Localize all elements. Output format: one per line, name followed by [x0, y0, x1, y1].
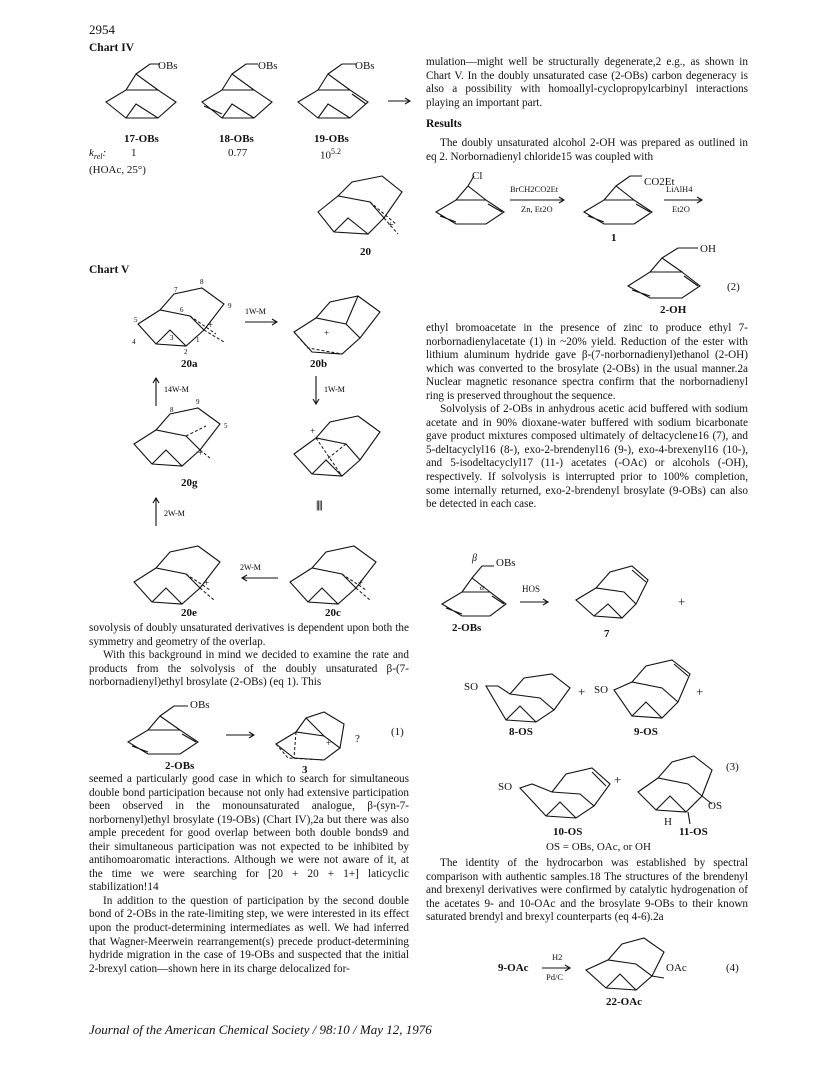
eq1-arrow	[224, 731, 260, 739]
right-paragraph-4: The identity of the hydrocarbon was established by spectral comparison with authentic samples.18 The structures of the brendenyl and brexenyl derivatives were confirmed by catalytic hydrogenation of the acetates 9- and 10-OAc and the brosylate 9-OBs to their known saturated brendyl and brexyl counterparts (eq 4-6).2a	[426, 857, 748, 924]
eq1-question: ?	[355, 733, 360, 745]
label-18-obs: 18-OBs	[219, 133, 254, 145]
eq3-hos: HOS	[522, 584, 541, 594]
right-paragraph-1: The doubly unsaturated alcohol 2-OH was prepared as outlined in eq 2. Norbornadienyl chloride15 was coupled with	[426, 137, 748, 163]
eq3-number: (3)	[726, 761, 739, 773]
eq1-number: (1)	[391, 726, 404, 738]
svg-text:α: α	[480, 583, 485, 592]
svg-text:2W-M: 2W-M	[240, 563, 261, 572]
right-column-bottom	[426, 857, 748, 925]
eq3-obs: OBs	[496, 557, 516, 569]
equals-sign: ||||	[316, 499, 322, 511]
page-number: 2954	[89, 22, 115, 37]
chart-iv-arrow	[386, 97, 414, 105]
eq3-beta: β	[472, 553, 477, 564]
structure-20c	[282, 534, 394, 614]
svg-text:3: 3	[170, 334, 174, 342]
structure-20e	[126, 538, 238, 618]
eq2-co2et: CO2Et	[644, 176, 675, 188]
results-heading: Results	[426, 118, 462, 130]
left-paragraph-1: With this background in mind we decided to examine the rate and products from the solvolysis of the doubly unsaturated β-(7-norbornadienyl)ethyl brosylate (2-OBs) (eq 1). This	[89, 649, 409, 689]
svg-text:+: +	[310, 426, 316, 436]
svg-text:+: +	[326, 738, 332, 748]
svg-text:7: 7	[174, 286, 178, 294]
right-column-results	[426, 137, 748, 164]
eq2-reagent1-top: BrCH2CO2Et	[510, 184, 559, 194]
eq4-reagent-bot: Pd/C	[546, 972, 564, 982]
eq3-plus-3: +	[696, 684, 704, 699]
eq1-product	[270, 708, 362, 764]
eq1-reactant	[120, 704, 230, 756]
left-paragraph-3: In addition to the question of participation by the second double bond of 2-OBs in the rate-limiting step, we were interested in its effect upon the product-determining intermediates as well. We had inferred that Wagner-Meerwein rearrangement(s) precede product-determining hydride migration in the case of 19-OBs and suspected that the initial 2-brexyl cation—shown here in its charge delocalized for-	[89, 894, 409, 975]
label-19-obs: 19-OBs	[314, 133, 349, 145]
right-column-middle	[426, 322, 748, 512]
svg-text:5: 5	[224, 422, 228, 430]
eq3-label-7: 7	[604, 628, 610, 640]
eq3-label-11os: 11-OS	[679, 826, 708, 838]
eq3-product-7	[570, 556, 660, 626]
eq3-product-11	[632, 748, 728, 828]
eq4-reagent-top: H2	[552, 952, 563, 962]
eq4-product-label: 22-OAc	[606, 996, 643, 1008]
eq4-product	[580, 934, 680, 994]
eq3-arrow	[518, 598, 554, 606]
eq3-os-definition: OS = OBs, OAc, or OH	[546, 841, 651, 853]
krel-17: 1	[131, 147, 137, 159]
eq3-plus-4: +	[614, 772, 622, 787]
label-17-obs: 17-OBs	[124, 133, 159, 145]
eq3-product-8	[470, 654, 570, 726]
svg-text:9: 9	[196, 398, 200, 406]
arrow-20a-20b	[243, 306, 283, 330]
svg-text:9: 9	[228, 302, 232, 310]
eq3-os-11: OS	[708, 800, 723, 812]
right-paragraph-2: ethyl bromoacetate in the presence of zinc to produce ethyl 7-norbornadienylacetate (1) in ~20% yield. Reduction of the ester with lithium aluminum hydride gave β-(7-norbornadienyl)ethanol (2-OH) which was converted to the brosylate (2-OBs) in the usual manner.2a Nuclear magnetic resonance spectra confirm that the norbornadienyl ring is preserved throughout the sequence.	[426, 322, 748, 402]
eq3-so-10: SO	[498, 781, 513, 793]
label-20a: 20a	[181, 358, 198, 370]
svg-text:4: 4	[132, 338, 136, 346]
eq4-reactant: 9-OAc	[498, 962, 529, 974]
eq3-plus-2: +	[578, 684, 586, 699]
svg-text:+: +	[388, 220, 394, 231]
svg-text:2W-M: 2W-M	[164, 509, 185, 518]
svg-text:1W-M: 1W-M	[324, 385, 345, 394]
eq2-arrow2	[662, 196, 708, 204]
substituent-18: OBs	[258, 60, 278, 72]
eq3-h-11: H	[664, 816, 672, 828]
arrow-20c-20e	[234, 560, 284, 588]
svg-text:8: 8	[170, 406, 174, 414]
svg-text:14W-M: 14W-M	[164, 385, 189, 394]
svg-text:5: 5	[134, 316, 138, 324]
eq2-label-1: 1	[611, 232, 617, 244]
eq1-reactant-label: 2-OBs	[165, 760, 195, 772]
right-paragraph-3: Solvolysis of 2-OBs in anhydrous acetic acid buffered with sodium acetate and in 90% dioxane-water buffered with sodium bicarbonate gave product mixtures composed ultimately of deltacyclene16 (7), and 5-deltacyclyl16 (8-), exo-2-brendenyl16 (9-), exo-4-brexenyl16 (10-), and 5-isodeltacyclyl17 (11-) acetates (-OAc) or alcohols (-OH), respectively. If solvolysis is interrupted prior to 100% completion, some internally returned, exo-2-brendenyl brosylate (9-OBs) can also be detected in each case.	[426, 403, 748, 511]
eq2-reagent2-top: LiAlH4	[666, 184, 693, 194]
svg-text:1W-M: 1W-M	[245, 307, 266, 316]
eq2-reagent2-bot: Et2O	[672, 204, 690, 214]
svg-text:6: 6	[180, 306, 184, 314]
eq3-plus-1: +	[678, 594, 686, 609]
eq2-reagent1-bot: Zn, Et2O	[521, 204, 553, 214]
eq2-oh: OH	[700, 243, 716, 255]
eq2-number: (2)	[727, 281, 740, 293]
arrow-20b-20c	[310, 374, 360, 408]
svg-text:+: +	[198, 448, 204, 458]
substituent-19: OBs	[355, 60, 375, 72]
left-paragraph-0: sovolysis of doubly unsaturated derivatives is dependent upon both the symmetry and geometry of the overlap.	[89, 622, 409, 648]
eq3-product-9	[610, 654, 700, 726]
structure-20c-upper	[286, 410, 398, 490]
eq4-number: (4)	[726, 962, 739, 974]
structure-20g	[126, 396, 238, 476]
label-20c: 20c	[325, 607, 341, 619]
svg-text:+: +	[208, 320, 214, 330]
left-column-lower	[89, 773, 409, 976]
svg-text:+: +	[204, 578, 210, 588]
svg-text:2: 2	[184, 348, 188, 356]
structure-20b	[286, 284, 398, 364]
label-20b: 20b	[310, 358, 328, 370]
krel-19: $10^{5.2}$	[320, 147, 341, 162]
left-paragraph-2: seemed a particularly good case in which to search for simultaneous double bond participation because not only had extensive participation been observed in the monounsaturated analogue, β-(syn-7-norbornenyl)ethyl brosylate (19-OBs) (Chart IV),2a but there was also ample precedent for good overlap between both double bonds9 and their simultaneous participation was not expected to be inhibited by antihomoaromatic interactions. Although we were not aware of it, at the time we were searching for [20 + 20 + 1+] laticyclic stabilization!14	[89, 773, 409, 894]
structure-20a	[130, 276, 242, 356]
krel-18: 0.77	[228, 147, 248, 159]
right-paragraph-0: mulation—might well be structurally degenerate,2 e.g., as shown in Chart V. In the doubly unsaturated case (2-OBs) carbon degeneracy is also a possibility with homoallyl-cyclopropylcarbinyl interactions playing an important part.	[426, 56, 748, 109]
label-20g: 20g	[181, 477, 198, 489]
svg-text:1: 1	[196, 336, 200, 344]
eq3-so-9: SO	[594, 684, 609, 696]
eq3-label-9os: 9-OS	[634, 726, 658, 738]
krel-conditions: (HOAc, 25°)	[89, 164, 146, 176]
eq2-cl: Cl	[472, 170, 483, 182]
eq1-product-label: 3	[302, 764, 308, 776]
eq3-label-2obs: 2-OBs	[452, 622, 482, 634]
svg-text:8: 8	[200, 278, 204, 286]
eq4-oac: OAc	[666, 962, 687, 974]
label-20e: 20e	[181, 607, 197, 619]
svg-text:+: +	[324, 328, 330, 338]
eq4-arrow	[540, 964, 576, 972]
structure-20	[312, 172, 412, 244]
label-20: 20	[360, 246, 371, 258]
eq3-product-10	[510, 748, 610, 820]
eq3-label-10os: 10-OS	[553, 826, 583, 838]
arrow-20e-20g	[150, 494, 200, 528]
eq3-label-8os: 8-OS	[509, 726, 533, 738]
eq3-so-8: SO	[464, 681, 479, 693]
eq2-label-2oh: 2-OH	[660, 304, 687, 316]
chart-v-title: Chart V	[89, 264, 130, 276]
krel-label: $k_{rel}$:	[89, 147, 107, 162]
left-column-upper	[89, 622, 409, 690]
eq1-obs: OBs	[190, 699, 210, 711]
right-column-top	[426, 56, 748, 110]
substituent-17: OBs	[158, 60, 178, 72]
eq2-arrow1	[508, 196, 570, 204]
journal-footer: Journal of the American Chemical Society / 98:10 / May 12, 1976	[89, 1022, 432, 1037]
chart-iv-title: Chart IV	[89, 42, 135, 54]
svg-text:+: +	[358, 578, 364, 588]
